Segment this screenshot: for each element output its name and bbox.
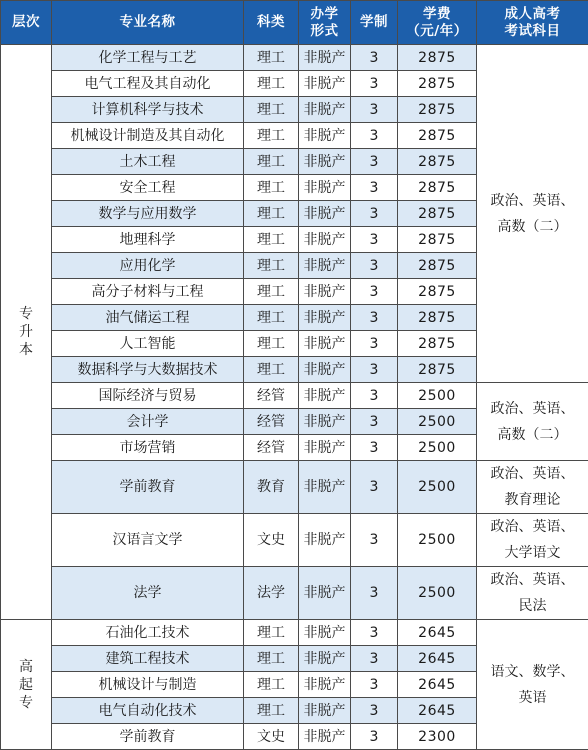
exam-subjects-cell: 政治、英语、 高数（二） <box>477 45 588 383</box>
mode-cell: 非脱产 <box>299 435 351 461</box>
duration-cell: 3 <box>351 305 398 331</box>
fee-cell: 2500 <box>398 435 477 461</box>
header-mode: 办学 形式 <box>299 1 351 45</box>
duration-cell: 3 <box>351 383 398 409</box>
fee-cell: 2875 <box>398 279 477 305</box>
major-cell: 化学工程与工艺 <box>52 45 244 71</box>
category-cell: 理工 <box>244 357 299 383</box>
table-body <box>1 45 588 750</box>
duration-cell: 3 <box>351 620 398 646</box>
fee-cell: 2875 <box>398 305 477 331</box>
header-duration: 学制 <box>351 1 398 45</box>
fee-cell: 2875 <box>398 97 477 123</box>
major-cell: 法学 <box>52 567 244 620</box>
category-cell: 理工 <box>244 123 299 149</box>
mode-cell: 非脱产 <box>299 646 351 672</box>
header-level: 层次 <box>1 1 52 45</box>
major-cell: 数据科学与大数据技术 <box>52 357 244 383</box>
level-cell <box>1 620 52 750</box>
category-cell: 经管 <box>244 435 299 461</box>
major-cell: 学前教育 <box>52 461 244 514</box>
duration-cell: 3 <box>351 45 398 71</box>
category-cell: 理工 <box>244 305 299 331</box>
level-cell <box>1 45 52 620</box>
category-cell: 理工 <box>244 253 299 279</box>
category-cell: 理工 <box>244 71 299 97</box>
fee-cell: 2875 <box>398 71 477 97</box>
major-cell: 地理科学 <box>52 227 244 253</box>
header-category: 科类 <box>244 1 299 45</box>
mode-cell: 非脱产 <box>299 357 351 383</box>
table-row <box>1 45 588 71</box>
major-cell: 电气自动化技术 <box>52 698 244 724</box>
major-cell: 机械设计制造及其自动化 <box>52 123 244 149</box>
duration-cell: 3 <box>351 357 398 383</box>
fee-cell: 2645 <box>398 620 477 646</box>
mode-cell: 非脱产 <box>299 201 351 227</box>
category-cell: 理工 <box>244 620 299 646</box>
category-cell: 法学 <box>244 567 299 620</box>
duration-cell: 3 <box>351 331 398 357</box>
exam-subjects-cell: 政治、英语、 高数（二） <box>477 383 588 461</box>
category-cell: 理工 <box>244 672 299 698</box>
header-exam: 成人高考 考试科目 <box>477 1 588 45</box>
major-cell: 石油化工技术 <box>52 620 244 646</box>
fee-cell: 2645 <box>398 646 477 672</box>
major-cell: 会计学 <box>52 409 244 435</box>
fee-cell: 2875 <box>398 175 477 201</box>
table-row <box>1 514 588 567</box>
major-cell: 市场营销 <box>52 435 244 461</box>
category-cell: 经管 <box>244 409 299 435</box>
category-cell: 理工 <box>244 646 299 672</box>
table-row <box>1 620 588 646</box>
category-cell: 文史 <box>244 514 299 567</box>
duration-cell: 3 <box>351 435 398 461</box>
duration-cell: 3 <box>351 201 398 227</box>
mode-cell: 非脱产 <box>299 149 351 175</box>
category-cell: 文史 <box>244 724 299 750</box>
exam-subjects-cell: 政治、英语、 教育理论 <box>477 461 588 514</box>
category-cell: 理工 <box>244 175 299 201</box>
major-cell: 应用化学 <box>52 253 244 279</box>
duration-cell: 3 <box>351 279 398 305</box>
category-cell: 理工 <box>244 149 299 175</box>
mode-cell: 非脱产 <box>299 305 351 331</box>
duration-cell: 3 <box>351 646 398 672</box>
category-cell: 经管 <box>244 383 299 409</box>
duration-cell: 3 <box>351 97 398 123</box>
duration-cell: 3 <box>351 461 398 514</box>
category-cell: 理工 <box>244 97 299 123</box>
duration-cell: 3 <box>351 175 398 201</box>
duration-cell: 3 <box>351 409 398 435</box>
major-cell: 电气工程及其自动化 <box>52 71 244 97</box>
major-cell: 安全工程 <box>52 175 244 201</box>
fee-cell: 2875 <box>398 123 477 149</box>
category-cell: 教育 <box>244 461 299 514</box>
mode-cell: 非脱产 <box>299 97 351 123</box>
duration-cell: 3 <box>351 123 398 149</box>
exam-subjects-cell: 政治、英语、 大学语文 <box>477 514 588 567</box>
level-label: 高起专 <box>18 658 34 712</box>
exam-subjects-cell: 政治、英语、 民法 <box>477 567 588 620</box>
major-cell: 土木工程 <box>52 149 244 175</box>
major-cell: 学前教育 <box>52 724 244 750</box>
fee-cell: 2500 <box>398 567 477 620</box>
category-cell: 理工 <box>244 279 299 305</box>
header-fee: 学费 （元/年） <box>398 1 477 45</box>
fee-cell: 2500 <box>398 514 477 567</box>
mode-cell: 非脱产 <box>299 175 351 201</box>
mode-cell: 非脱产 <box>299 724 351 750</box>
level-label: 专升本 <box>18 305 34 359</box>
major-cell: 数学与应用数学 <box>52 201 244 227</box>
major-cell: 人工智能 <box>52 331 244 357</box>
fee-cell: 2875 <box>398 227 477 253</box>
duration-cell: 3 <box>351 514 398 567</box>
mode-cell: 非脱产 <box>299 409 351 435</box>
mode-cell: 非脱产 <box>299 45 351 71</box>
major-cell: 机械设计与制造 <box>52 672 244 698</box>
duration-cell: 3 <box>351 672 398 698</box>
major-cell: 建筑工程技术 <box>52 646 244 672</box>
category-cell: 理工 <box>244 698 299 724</box>
table-row <box>1 461 588 514</box>
duration-cell: 3 <box>351 227 398 253</box>
duration-cell: 3 <box>351 724 398 750</box>
fee-cell: 2500 <box>398 461 477 514</box>
mode-cell: 非脱产 <box>299 331 351 357</box>
mode-cell: 非脱产 <box>299 620 351 646</box>
category-cell: 理工 <box>244 227 299 253</box>
duration-cell: 3 <box>351 253 398 279</box>
header-major: 专业名称 <box>52 1 244 45</box>
header-row <box>1 1 588 45</box>
major-cell: 油气储运工程 <box>52 305 244 331</box>
duration-cell: 3 <box>351 149 398 175</box>
fee-cell: 2645 <box>398 698 477 724</box>
mode-cell: 非脱产 <box>299 71 351 97</box>
fee-cell: 2875 <box>398 201 477 227</box>
duration-cell: 3 <box>351 698 398 724</box>
table-row <box>1 383 588 409</box>
duration-cell: 3 <box>351 567 398 620</box>
fee-cell: 2500 <box>398 383 477 409</box>
fee-cell: 2300 <box>398 724 477 750</box>
major-cell: 汉语言文学 <box>52 514 244 567</box>
category-cell: 理工 <box>244 45 299 71</box>
fee-cell: 2875 <box>398 149 477 175</box>
fee-cell: 2645 <box>398 672 477 698</box>
category-cell: 理工 <box>244 331 299 357</box>
mode-cell: 非脱产 <box>299 514 351 567</box>
mode-cell: 非脱产 <box>299 383 351 409</box>
fee-cell: 2875 <box>398 357 477 383</box>
mode-cell: 非脱产 <box>299 698 351 724</box>
mode-cell: 非脱产 <box>299 253 351 279</box>
fee-cell: 2875 <box>398 331 477 357</box>
exam-subjects-cell: 语文、数学、 英语 <box>477 620 588 750</box>
fee-cell: 2875 <box>398 253 477 279</box>
mode-cell: 非脱产 <box>299 227 351 253</box>
fee-cell: 2500 <box>398 409 477 435</box>
mode-cell: 非脱产 <box>299 123 351 149</box>
mode-cell: 非脱产 <box>299 567 351 620</box>
mode-cell: 非脱产 <box>299 279 351 305</box>
duration-cell: 3 <box>351 71 398 97</box>
mode-cell: 非脱产 <box>299 672 351 698</box>
category-cell: 理工 <box>244 201 299 227</box>
major-cell: 国际经济与贸易 <box>52 383 244 409</box>
fee-cell: 2875 <box>398 45 477 71</box>
mode-cell: 非脱产 <box>299 461 351 514</box>
major-cell: 高分子材料与工程 <box>52 279 244 305</box>
table-row <box>1 567 588 620</box>
major-cell: 计算机科学与技术 <box>52 97 244 123</box>
